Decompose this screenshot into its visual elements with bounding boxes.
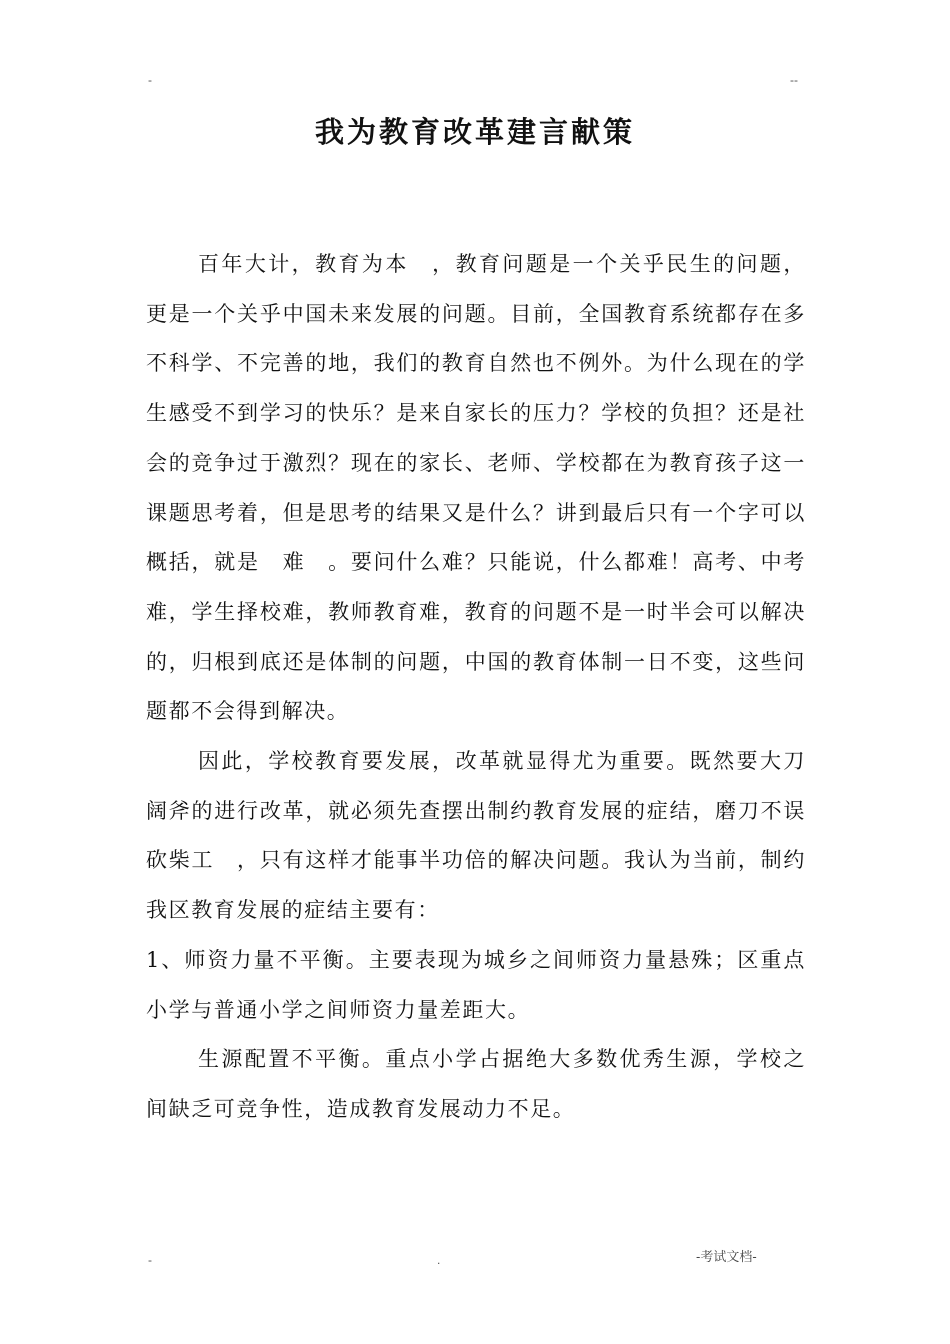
paragraph-4: 生源配置不平衡。重点小学占据绝大多数优秀生源，学校之间缺乏可竞争性，造成教育发展动力不足。 [146, 1047, 806, 1121]
footer-left-mark: - [148, 1253, 152, 1267]
footer-center-mark: . [437, 1253, 441, 1267]
list-item-1: 1、师资力量不平衡。主要表现为城乡之间师资力量悬殊；区重点小学与普通小学之间师资力量差距大。 [146, 947, 806, 1022]
header-left-mark: - [148, 73, 152, 87]
document-body [146, 240, 806, 1135]
paragraph-2: 因此，学校教育要发展，改革就显得尤为重要。既然要大刀阔斧的进行改革，就必须先查摆出制约教育发展的症结，磨刀不误砍柴工 ，只有这样才能事半功倍的解决问题。我认为当前，制约我区教育发展的症结主要有： [146, 749, 806, 923]
footer-label: -考试文档- [696, 1249, 757, 1264]
header-right-mark: -- [790, 73, 798, 87]
paragraph-1: 百年大计，教育为本 ，教育问题是一个关乎民生的问题，更是一个关乎中国未来发展的问题。目前，全国教育系统都存在多不科学、不完善的地，我们的教育自然也不例外。为什么现在的学生感受不到学习的快乐？是来自家长的压力？学校的负担？还是社会的竞争过于激烈？现在的家长、老师、学校都在为教育孩子这一课题思考着，但是思考的结果又是什么？讲到最后只有一个字可以概括，就是 难 。要问什么难？只能说，什么都难！高考、中考难，学生择校难，教师教育难，教育的问题不是一时半会可以解决的，归根到底还是体制的问题，中国的教育体制一日不变，这些问题都不会得到解决。 [146, 252, 806, 724]
document-title: 我为教育改革建言献策 [314, 115, 635, 149]
